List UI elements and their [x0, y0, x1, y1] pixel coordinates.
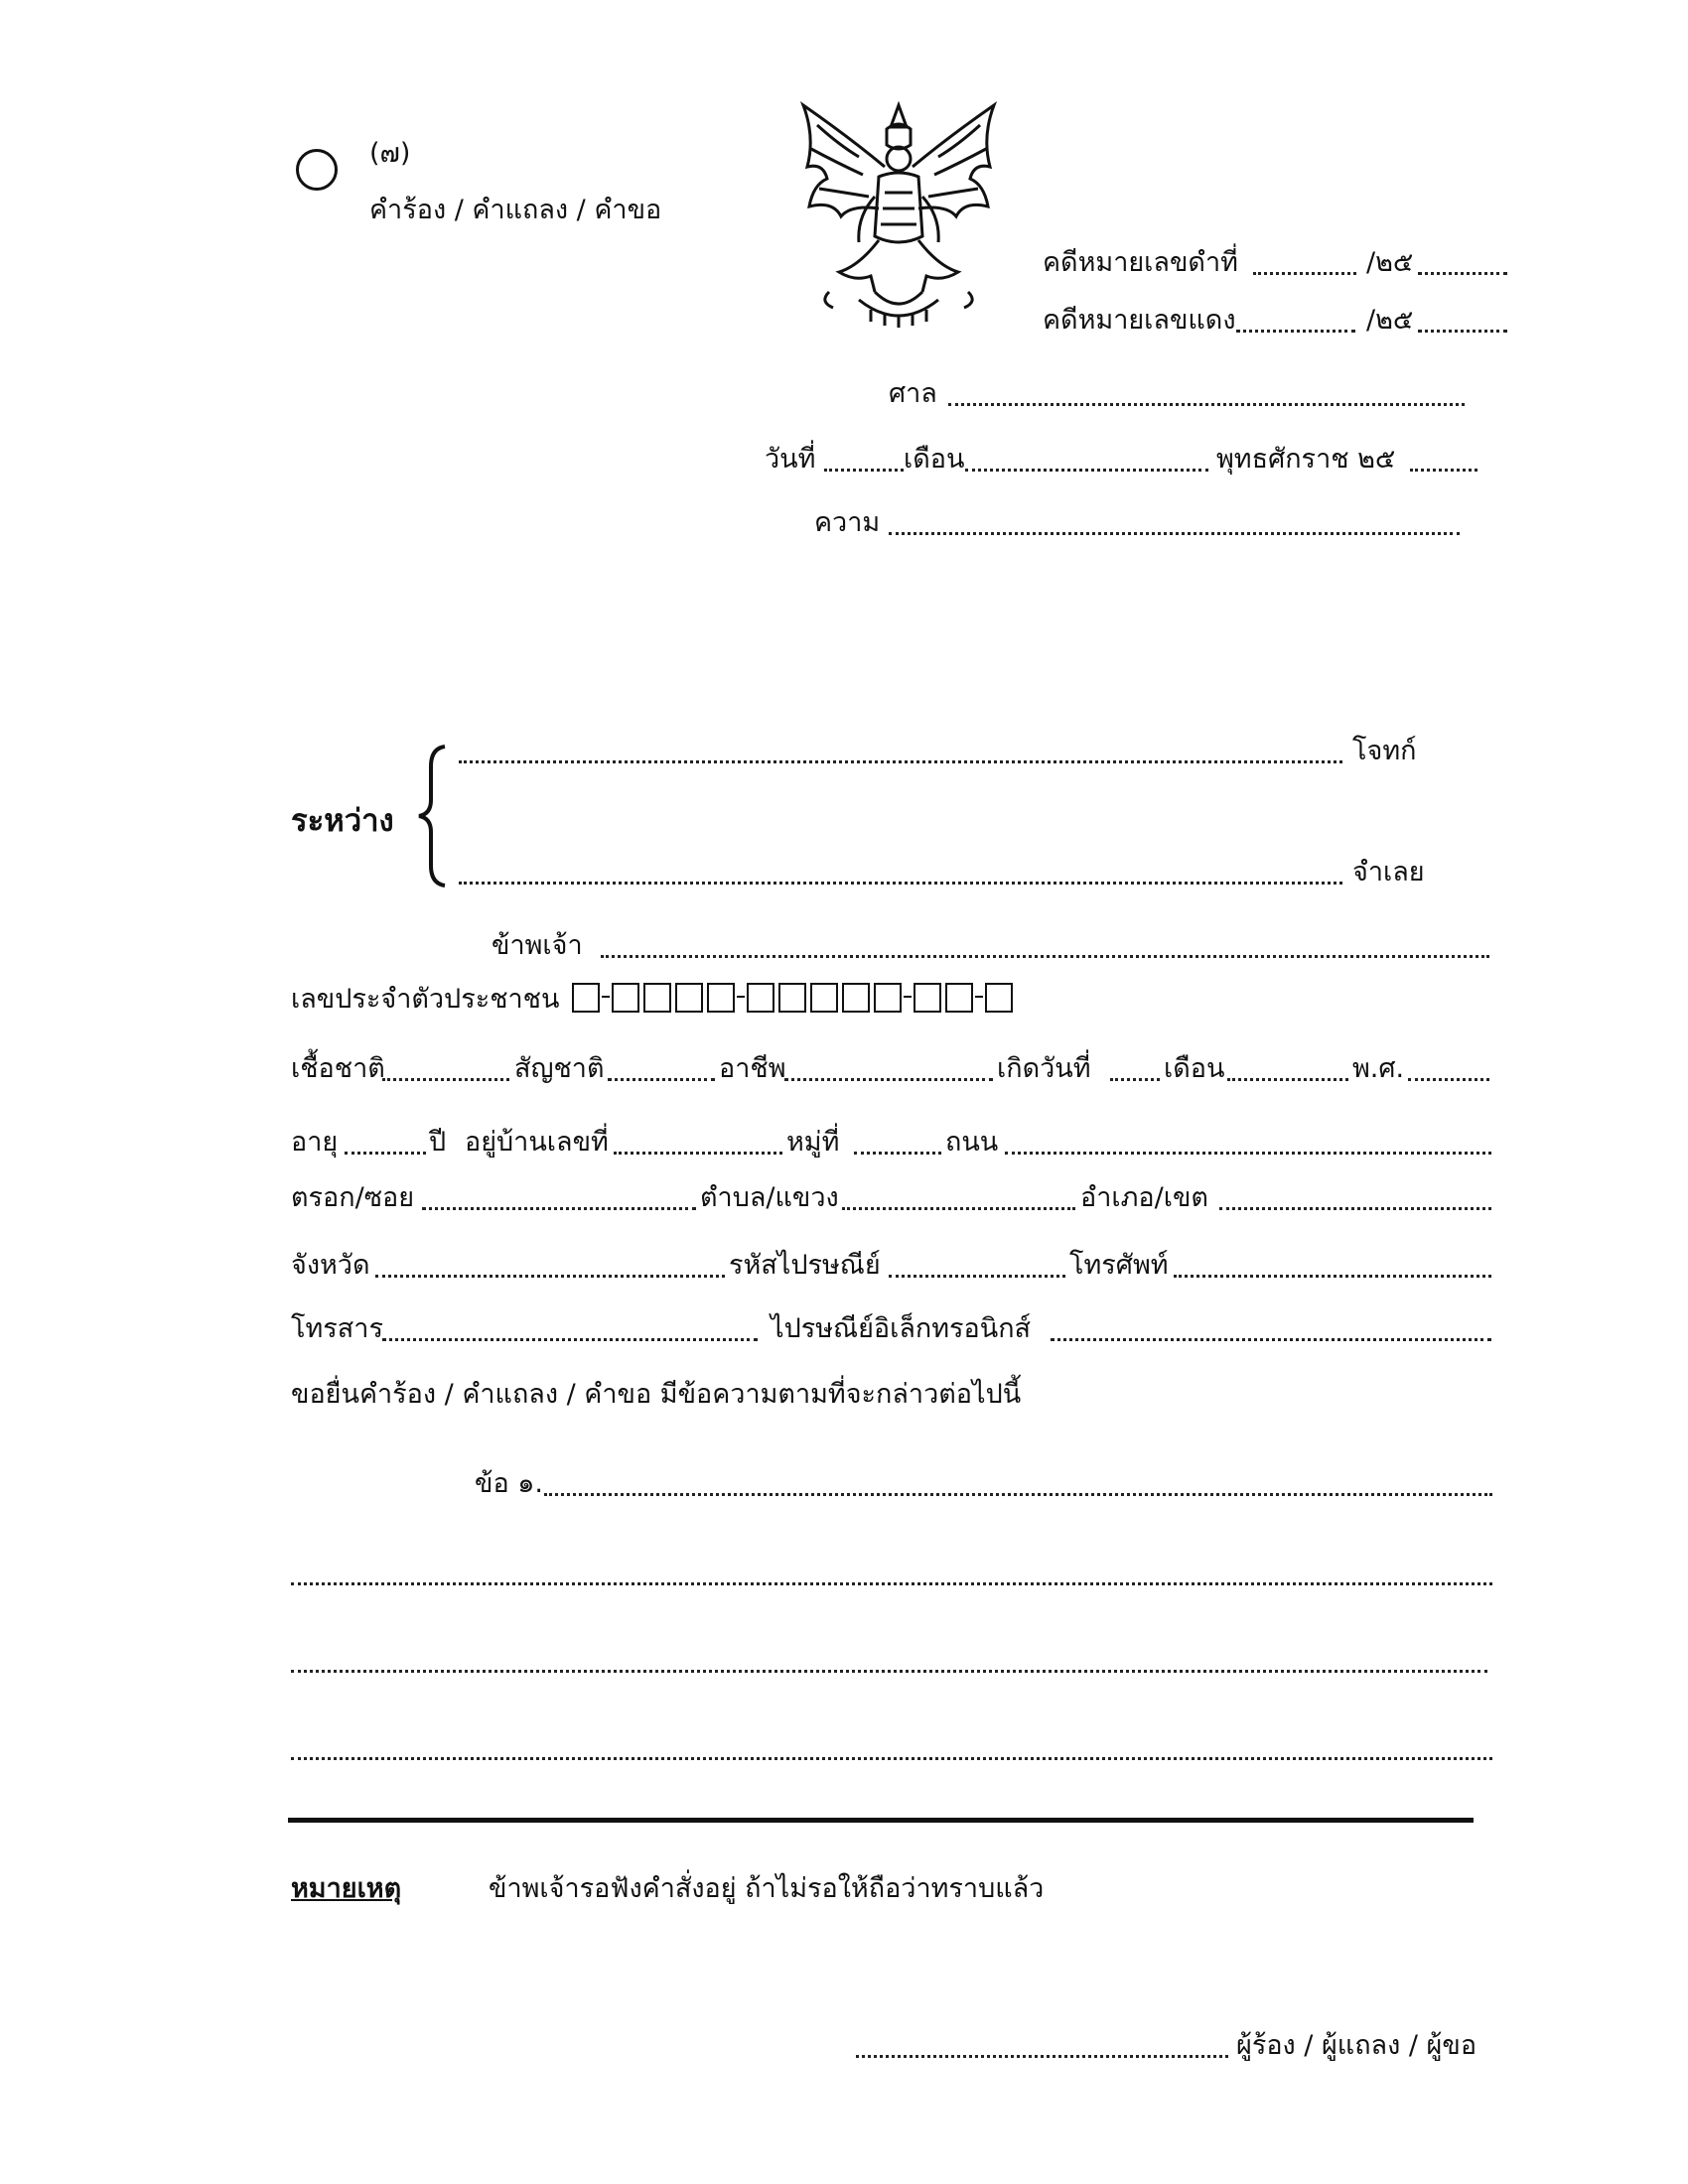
occupation-field[interactable] [784, 1078, 993, 1081]
age-label: อายุ [291, 1127, 339, 1158]
year-field[interactable] [1410, 469, 1477, 472]
black-case-number-field[interactable] [1253, 272, 1356, 275]
lane-field[interactable] [422, 1207, 696, 1210]
intro-statement: ขอยื่นคำร้อง / คำแถลง / คำขอ มีข้อความตามที่จะกล่าวต่อไปนี้ [291, 1379, 1022, 1410]
birth-day-field[interactable] [1110, 1078, 1160, 1081]
birth-month-field[interactable] [1227, 1078, 1348, 1081]
body-line[interactable] [291, 1582, 1492, 1585]
curly-brace-icon [415, 743, 453, 889]
years-label: ปี [429, 1127, 447, 1158]
province-field[interactable] [375, 1275, 725, 1278]
moo-field[interactable] [854, 1152, 941, 1155]
court-label: ศาล [889, 378, 937, 409]
form-title: คำร้อง / คำแถลง / คำขอ [369, 195, 662, 225]
id-digit-box[interactable] [778, 983, 806, 1013]
subdistrict-field[interactable] [842, 1207, 1075, 1210]
clause-1-line[interactable] [544, 1493, 1492, 1496]
race-label: เชื้อชาติ [291, 1053, 385, 1084]
black-case-suffix: /๒๕ [1366, 247, 1414, 278]
id-digit-box[interactable] [874, 983, 902, 1013]
year-label: พุทธศักราช ๒๕ [1216, 444, 1396, 475]
email-field[interactable] [1051, 1338, 1491, 1341]
between-label: ระหว่าง [291, 803, 394, 839]
road-field[interactable] [1005, 1152, 1491, 1155]
postcode-field[interactable] [889, 1275, 1065, 1278]
body-line[interactable] [291, 1757, 1492, 1760]
id-digit-box[interactable] [707, 983, 735, 1013]
defendant-field[interactable] [459, 882, 1342, 885]
id-digit-box[interactable] [842, 983, 870, 1013]
id-digit-box[interactable] [643, 983, 671, 1013]
black-case-year-field[interactable] [1418, 272, 1507, 275]
month-label: เดือน [904, 444, 965, 475]
form-number: (๗) [369, 138, 411, 169]
matter-label: ความ [814, 507, 881, 538]
house-no-field[interactable] [614, 1152, 782, 1155]
birth-year-field[interactable] [1408, 1078, 1489, 1081]
birth-year-label: พ.ศ. [1352, 1053, 1405, 1084]
phone-label: โทรศัพท์ [1069, 1250, 1169, 1281]
id-digit-box[interactable] [810, 983, 838, 1013]
court-field[interactable] [948, 403, 1465, 406]
signature-field[interactable] [856, 2055, 1228, 2058]
clause-label: ข้อ ๑. [475, 1468, 543, 1499]
date-field[interactable] [824, 469, 904, 472]
age-field[interactable] [345, 1152, 426, 1155]
applicant-name-field[interactable] [601, 955, 1489, 958]
matter-field[interactable] [889, 532, 1460, 535]
nationality-label: สัญชาติ [514, 1053, 605, 1084]
race-field[interactable] [382, 1078, 509, 1081]
body-line[interactable] [291, 1670, 1487, 1673]
id-digit-box[interactable] [914, 983, 941, 1013]
postcode-label: รหัสไปรษณีย์ [729, 1250, 881, 1281]
email-label: ไปรษณีย์อิเล็กทรอนิกส์ [771, 1313, 1032, 1344]
id-label: เลขประจำตัวประชาชน [291, 984, 560, 1015]
note-label: หมายเหตุ [291, 1873, 402, 1904]
id-separator [602, 996, 610, 998]
date-label: วันที่ [765, 444, 816, 475]
road-label: ถนน [945, 1127, 999, 1158]
moo-label: หมู่ที่ [786, 1127, 840, 1158]
phone-field[interactable] [1174, 1275, 1491, 1278]
divider-line [288, 1818, 1474, 1823]
id-separator [904, 996, 912, 998]
id-separator [975, 996, 983, 998]
id-separator [737, 996, 745, 998]
month-field[interactable] [965, 469, 1208, 472]
plaintiff-label: โจทก์ [1352, 736, 1417, 766]
fax-field[interactable] [382, 1338, 758, 1341]
note-text: ข้าพเจ้ารอฟังคำสั่งอยู่ ถ้าไม่รอให้ถือว่าทราบแล้ว [489, 1873, 1045, 1904]
defendant-label: จำเลย [1352, 857, 1425, 887]
occupation-label: อาชีพ [719, 1053, 786, 1084]
subdistrict-label: ตำบล/แขวง [700, 1182, 839, 1213]
house-no-label: อยู่บ้านเลขที่ [465, 1127, 609, 1158]
id-digit-box[interactable] [985, 983, 1013, 1013]
id-digit-box[interactable] [572, 983, 600, 1013]
nationality-field[interactable] [608, 1078, 715, 1081]
garuda-emblem-icon [789, 97, 1008, 330]
plaintiff-field[interactable] [459, 760, 1342, 763]
lane-label: ตรอก/ซอย [291, 1182, 415, 1213]
red-case-suffix: /๒๕ [1366, 305, 1414, 336]
birth-day-label: เกิดวันที่ [997, 1053, 1091, 1084]
signature-role-label: ผู้ร้อง / ผู้แถลง / ผู้ขอ [1236, 2030, 1477, 2061]
red-case-year-field[interactable] [1418, 330, 1507, 333]
id-digit-box[interactable] [675, 983, 703, 1013]
black-case-label: คดีหมายเลขดำที่ [1043, 247, 1238, 278]
birth-month-label: เดือน [1164, 1053, 1225, 1084]
district-field[interactable] [1219, 1207, 1491, 1210]
i-label: ข้าพเจ้า [492, 930, 583, 961]
id-digit-box[interactable] [747, 983, 774, 1013]
province-label: จังหวัด [291, 1250, 370, 1281]
red-case-number-field[interactable] [1236, 330, 1355, 333]
id-digit-box[interactable] [612, 983, 639, 1013]
fax-label: โทรสาร [291, 1313, 383, 1344]
id-digit-box[interactable] [945, 983, 973, 1013]
district-label: อำเภอ/เขต [1080, 1182, 1208, 1213]
circle-mark [296, 149, 338, 191]
red-case-label: คดีหมายเลขแดง [1043, 305, 1236, 336]
